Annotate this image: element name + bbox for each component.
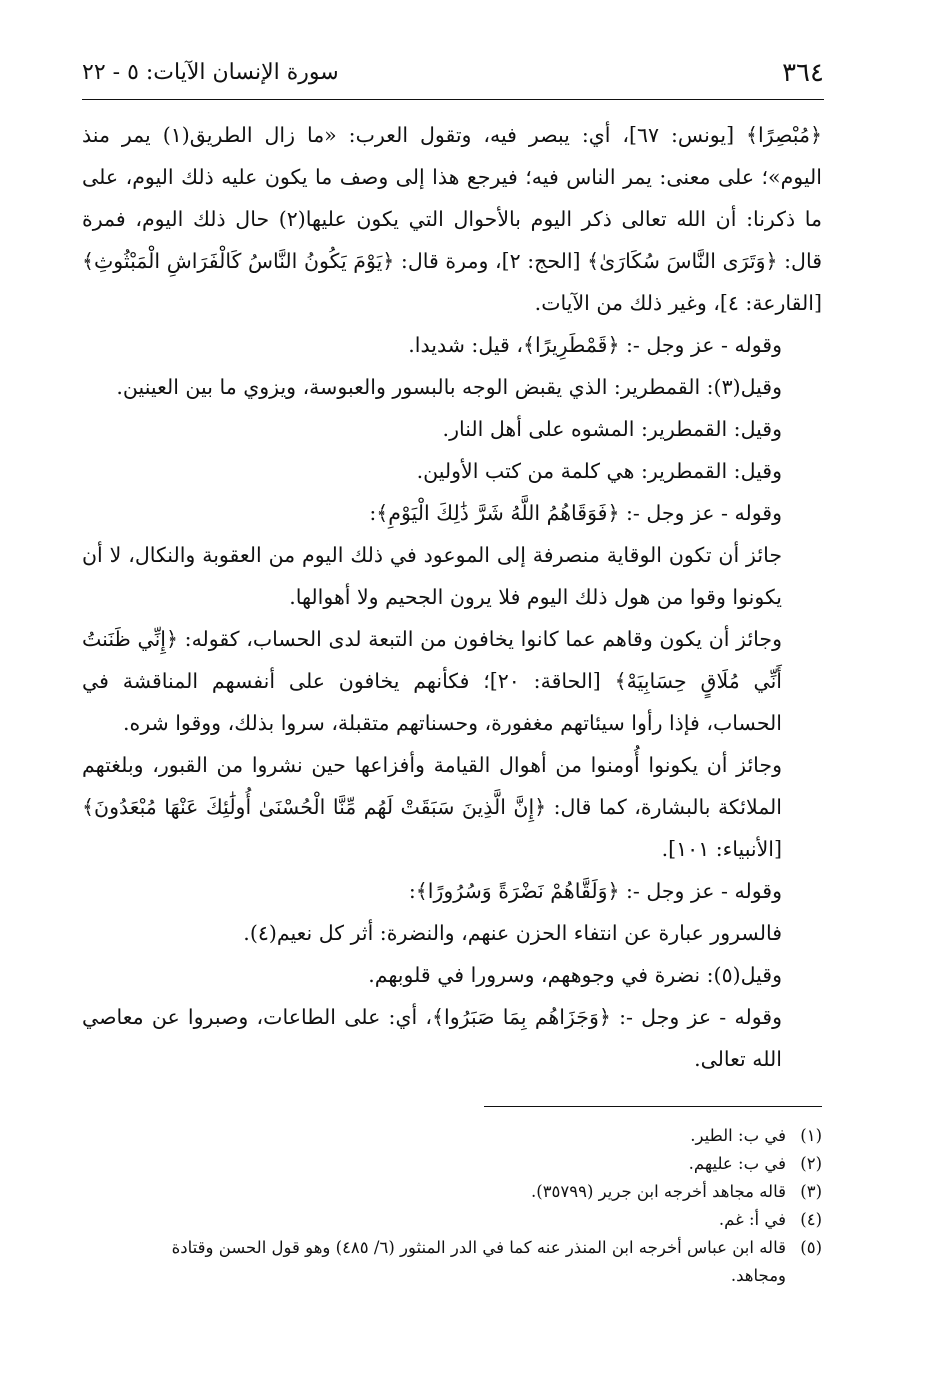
paragraph: ﴿مُبْصِرًا﴾ [يونس: ٦٧]، أي: يبصر فيه، وتقول العرب: «ما زال الطريق(١) يمر منذ اليوم»؛ على معنى: يمر الناس فيه؛ فيرجع هذا إلى وصف ما يكون عليه ذلك اليوم، على ما ذكرنا: أن الله تعالى ذكر اليوم بالأحوال التي يكون عليها(٢) حال ذلك اليوم، فمرة قال: ﴿وَتَرَى النَّاسَ سُكَارَىٰ﴾ [الحج: ٢]، ومرة قال: ﴿يَوْمَ يَكُونُ النَّاسُ كَالْفَرَاشِ الْمَبْثُوثِ﴾ [القارعة: ٤]، وغير ذلك من الآيات. bbox=[82, 123, 823, 315]
paragraph: جائز أن تكون الوقاية منصرفة إلى الموعود في ذلك اليوم من العقوبة والنكال، لا أن يكونوا وقوا من هول ذلك اليوم فلا يرون الجحيم ولا أهوالها. bbox=[82, 543, 782, 609]
page-header bbox=[82, 58, 824, 98]
footnote-number: (٤) bbox=[800, 1210, 822, 1229]
paragraph: وقيل(٣): القمطرير: الذي يقبض الوجه بالبسور والعبوسة، ويزوي ما بين العينين. bbox=[116, 375, 782, 399]
footnote-divider bbox=[484, 1106, 822, 1107]
footnote-continuation bbox=[82, 1262, 822, 1290]
footnote bbox=[82, 1178, 822, 1206]
paragraph: وقوله - عز وجل -: ﴿وَجَزَاهُم بِمَا صَبَرُوا﴾، أي: على الطاعات، وصبروا عن معاصي الله تعالى. bbox=[82, 1005, 782, 1071]
main-text bbox=[82, 114, 822, 1080]
paragraph: وقيل: القمطرير: هي كلمة من كتب الأولين. bbox=[416, 459, 782, 483]
footnotes bbox=[82, 1122, 822, 1290]
header-divider bbox=[82, 99, 824, 100]
footnote-number: (٥) bbox=[800, 1238, 822, 1257]
footnote-number: (٢) bbox=[800, 1154, 822, 1173]
paragraph: وجائز أن يكونوا أُومنوا من أهوال القيامة وأفزاعها حين نشروا من القبور، وبلغتهم الملائكة بالبشارة، كما قال: ﴿إِنَّ الَّذِينَ سَبَقَتْ لَهُم مِّنَّا الْحُسْنَىٰ أُولَٰئِكَ عَنْهَا مُبْعَدُونَ﴾ [الأنبياء: ١٠١]. bbox=[82, 753, 782, 861]
paragraph: وقيل(٥): نضرة في وجوههم، وسرورا في قلوبهم. bbox=[368, 963, 782, 987]
footnote-number: (١) bbox=[800, 1126, 822, 1145]
footnote-text: في ب: عليهم. bbox=[688, 1154, 786, 1173]
footnote-text: في ب: الطير. bbox=[690, 1126, 786, 1145]
footnote-number: (٣) bbox=[800, 1182, 822, 1201]
footnote-text: ومجاهد. bbox=[730, 1266, 786, 1285]
page-number: ٣٦٤ bbox=[782, 58, 824, 88]
running-title: سورة الإنسان الآيات: ٥ - ٢٢ bbox=[82, 60, 339, 85]
footnote-text: قاله ابن عباس أخرجه ابن المنذر عنه كما في الدر المنثور (٦/ ٤٨٥) وهو قول الحسن وقتادة bbox=[171, 1238, 786, 1257]
paragraph: وقوله - عز وجل -: ﴿قَمْطَرِيرًا﴾، قيل: شديدا. bbox=[408, 333, 782, 357]
footnote bbox=[82, 1234, 822, 1262]
footnote-text: قاله مجاهد أخرجه ابن جرير (٣٥٧٩٩). bbox=[531, 1182, 786, 1201]
footnote-text: في أ: غم. bbox=[718, 1210, 786, 1229]
paragraph: وقيل: القمطرير: المشوه على أهل النار. bbox=[442, 417, 782, 441]
footnote bbox=[82, 1150, 822, 1178]
paragraph: وقوله - عز وجل -: ﴿وَلَقَّاهُمْ نَضْرَةً وَسُرُورًا﴾: bbox=[408, 879, 782, 903]
footnote bbox=[82, 1122, 822, 1150]
paragraph: فالسرور عبارة عن انتفاء الحزن عنهم، والنضرة: أثر كل نعيم(٤). bbox=[243, 921, 782, 945]
paragraph: وجائز أن يكون وقاهم عما كانوا يخافون من التبعة لدى الحساب، كقوله: ﴿إِنِّي ظَنَنتُ أَنِّي مُلَاقٍ حِسَابِيَهْ﴾ [الحاقة: ٢٠]؛ فكأنهم يخافون على أنفسهم المناقشة في الحساب، فإذا رأوا سيئاتهم مغفورة، وحسناتهم متقبلة، سروا بذلك، ووقوا شره. bbox=[82, 627, 783, 735]
footnote bbox=[82, 1206, 822, 1234]
paragraph: وقوله - عز وجل -: ﴿فَوَقَاهُمُ اللَّهُ شَرَّ ذَٰلِكَ الْيَوْمِ﴾: bbox=[369, 501, 782, 525]
